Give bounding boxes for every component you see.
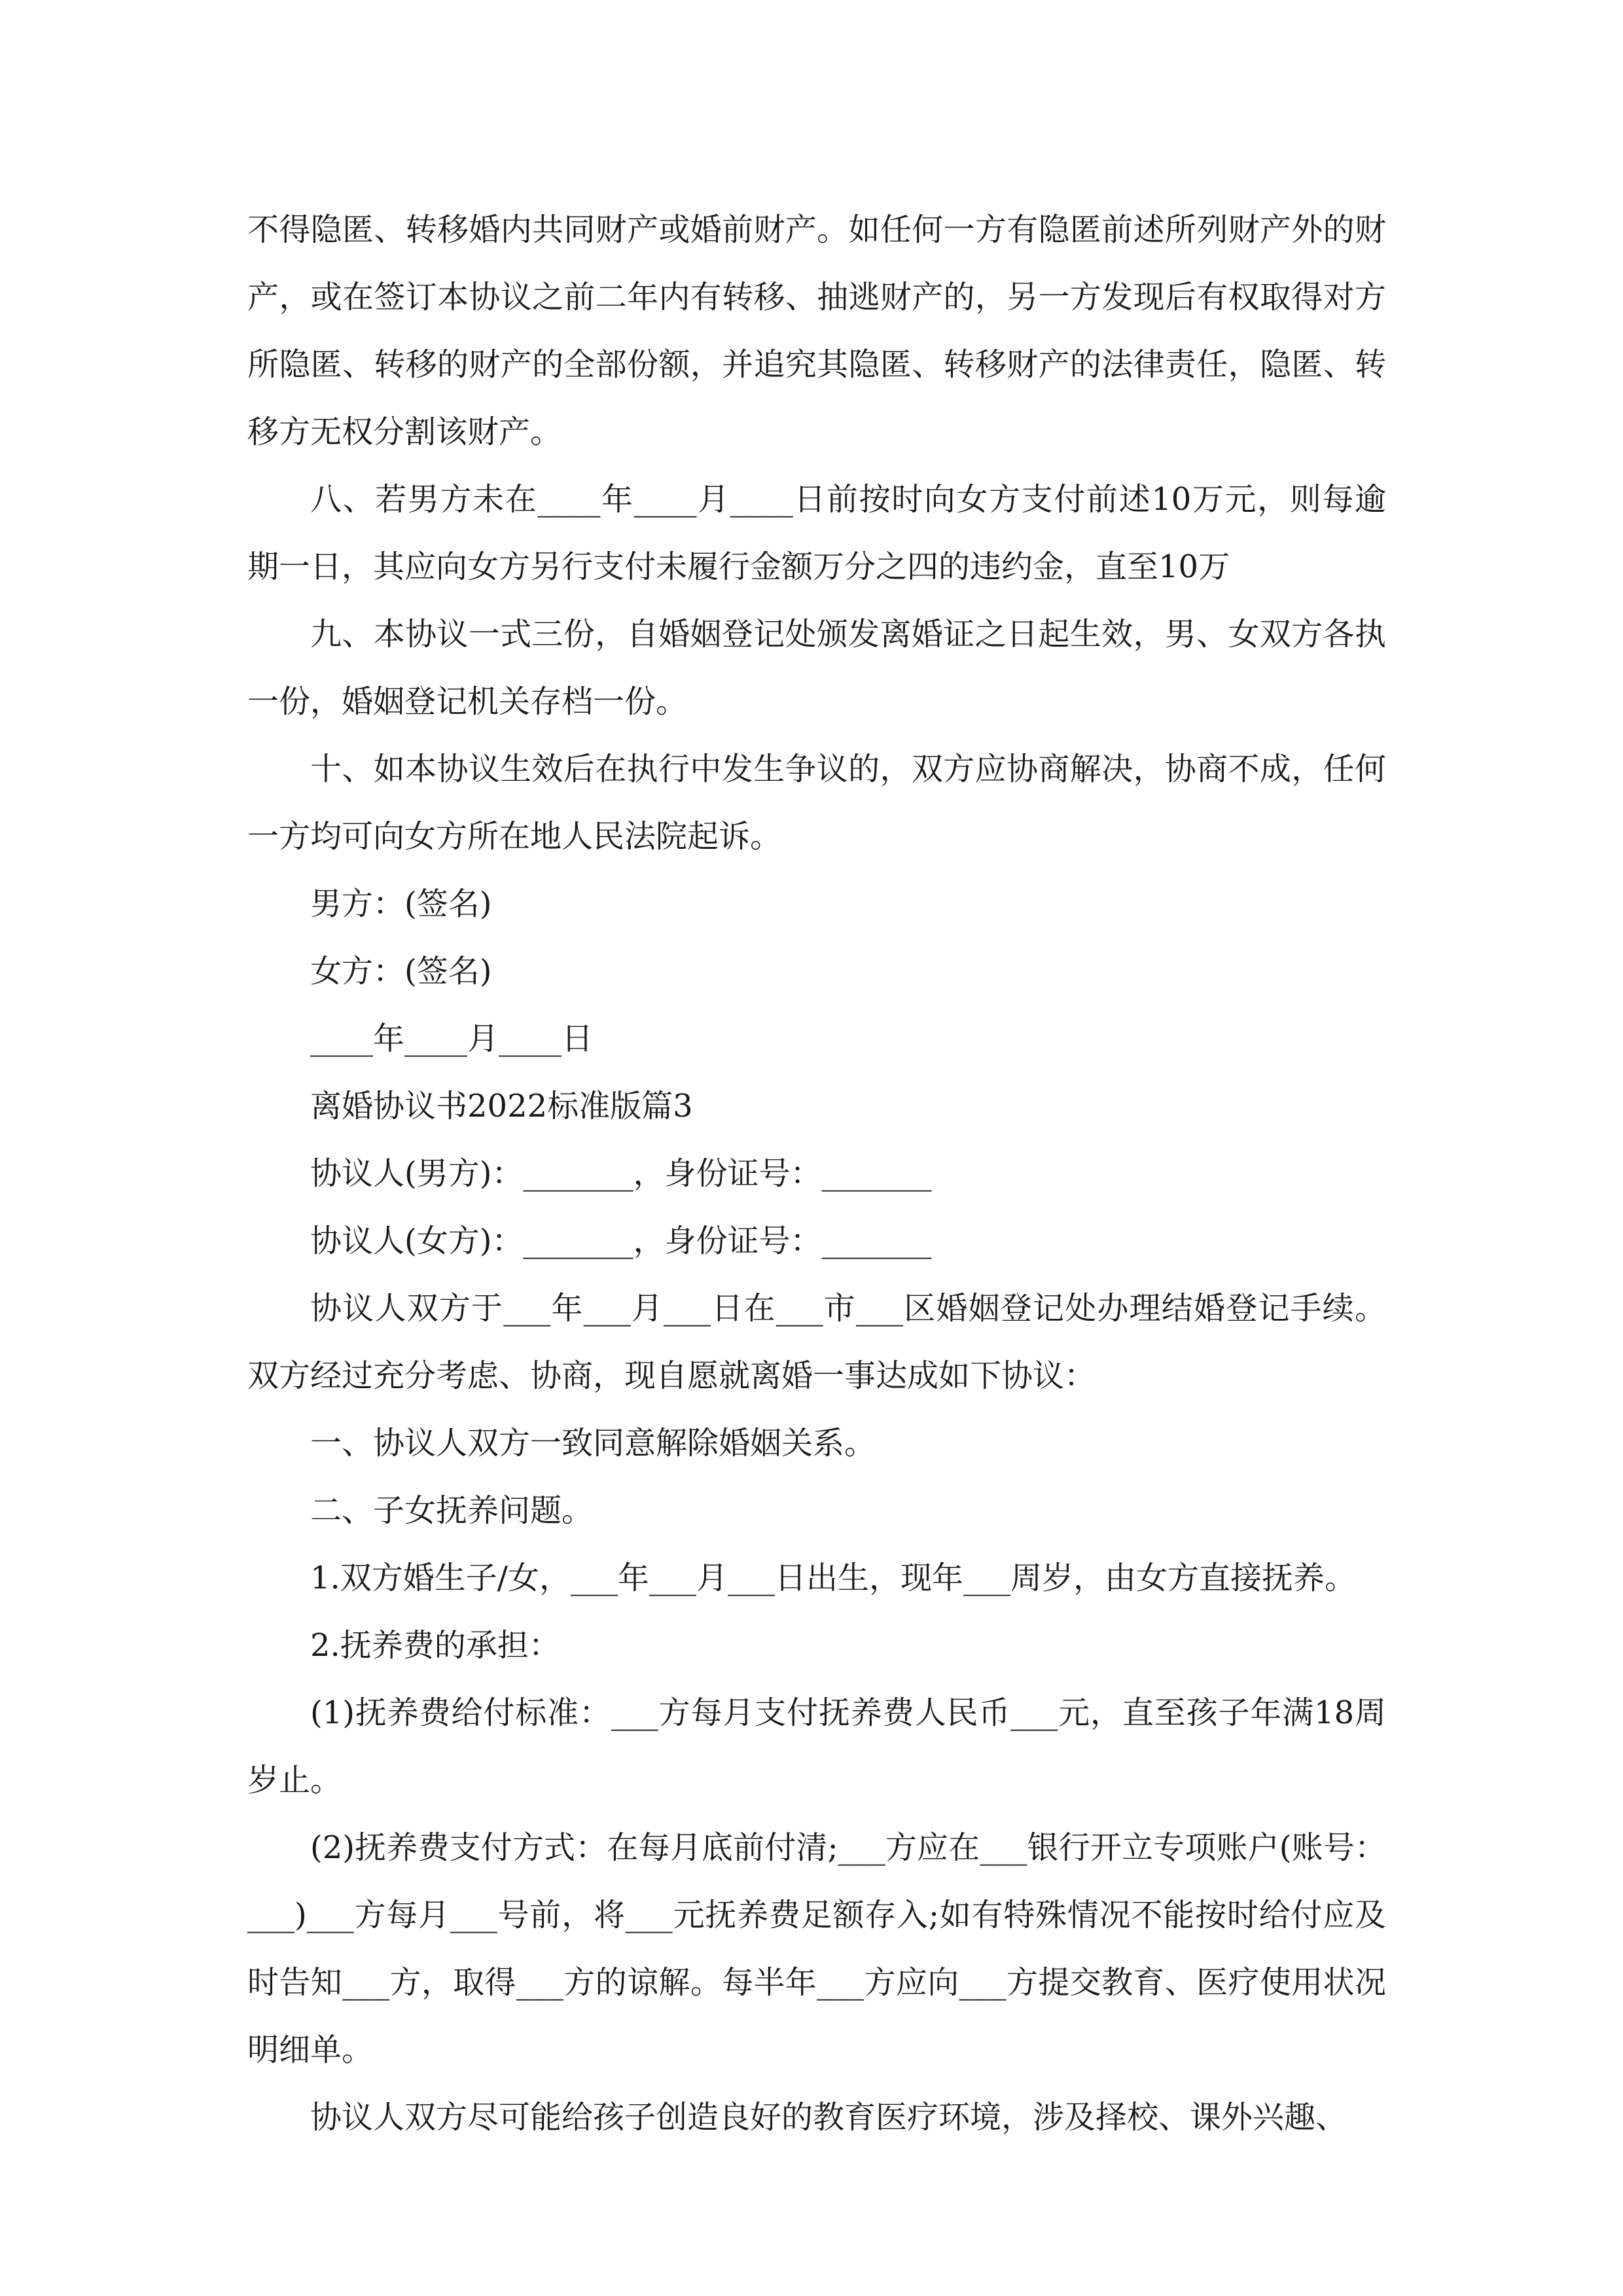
paragraph-education: 协议人双方尽可能给孩子创造良好的教育医疗环境，涉及择校、课外兴趣、 (310, 2099, 1347, 2136)
paragraph-item-1: 1.双方婚生子/女，___年___月___日出生，现年___周岁，由女方直接抚养。 (310, 1560, 1356, 1596)
paragraph-subitem-1: (1)抚养费给付标准：___方每月支付抚养费人民币___元，直至孩子年满18周岁止。 (247, 1695, 1386, 1799)
party-female: 协议人(女方)：_______，身份证号：_______ (310, 1223, 932, 1259)
paragraph-clause-10: 十、如本协议生效后在执行中发生争议的，双方应协商解决，协商不成，任何一方均可向女方所在地人民法院起诉。 (247, 751, 1386, 855)
document-body (247, 196, 1386, 2151)
signature-male: 男方：(签名) (310, 886, 492, 922)
paragraph-subitem-2: (2)抚养费支付方式：在每月底前付清;___方应在___银行开立专项账户(账号：___)___方每月___号前，将___元抚养费足额存入;如有特殊情况不能按时给付应及时告知___方，取得___方的谅解。每半年___方应向___方提交教育、医疗使用状况明细单。 (247, 1829, 1386, 2068)
paragraph-marriage-registration: 协议人双方于___年___月___日在___市___区婚姻登记处办理结婚登记手续。双方经过充分考虑、协商，现自愿就离婚一事达成如下协议： (247, 1290, 1386, 1394)
party-male: 协议人(男方)：_______，身份证号：_______ (310, 1155, 932, 1192)
paragraph-hidden-assets: 不得隐匿、转移婚内共同财产或婚前财产。如任何一方有隐匿前述所列财产外的财产，或在签订本协议之前二年内有转移、抽逃财产的，另一方发现后有权取得对方所隐匿、转移的财产的全部份额，并追究其隐匿、转移财产的法律责任，隐匿、转移方无权分割该财产。 (247, 211, 1386, 450)
paragraph-clause-1: 一、协议人双方一致同意解除婚姻关系。 (310, 1425, 876, 1462)
signature-date: ____年____月____日 (310, 1020, 594, 1057)
paragraph-clause-9: 九、本协议一式三份，自婚姻登记处颁发离婚证之日起生效，男、女双方各执一份，婚姻登记机关存档一份。 (247, 616, 1386, 720)
signature-female: 女方：(签名) (310, 953, 492, 990)
section-title: 离婚协议书2022标准版篇3 (310, 1088, 693, 1124)
paragraph-item-2: 2.抚养费的承担： (310, 1627, 560, 1664)
paragraph-clause-2: 二、子女抚养问题。 (310, 1492, 594, 1529)
paragraph-clause-8: 八、若男方未在____年____月____日前按时向女方支付前述10万元，则每逾期一日，其应向女方另行支付未履行金额万分之四的违约金，直至10万 (247, 481, 1386, 585)
